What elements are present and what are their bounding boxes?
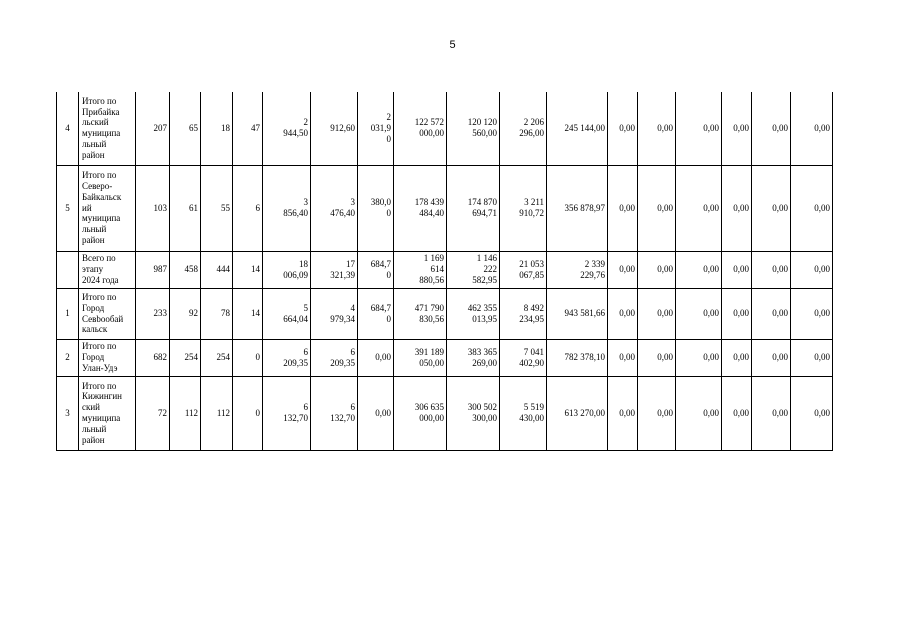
value-cell: 0,00 — [722, 251, 752, 288]
value-cell: 17 321,39 — [311, 251, 358, 288]
value-cell: 78 — [201, 288, 233, 339]
value-cell: 0,00 — [358, 339, 394, 376]
value-cell: 0,00 — [638, 288, 676, 339]
value-cell: 92 — [170, 288, 201, 339]
value-cell: 7 041 402,90 — [500, 339, 547, 376]
value-cell: 0,00 — [638, 165, 676, 251]
value-cell: 8 492 234,95 — [500, 288, 547, 339]
page-number: 5 — [449, 39, 456, 51]
table-body — [57, 92, 833, 450]
value-cell: 21 053 067,85 — [500, 251, 547, 288]
value-cell: 55 — [201, 165, 233, 251]
row-name-cell: Итого по Прибайка льский муниципа льный район — [79, 92, 136, 165]
value-cell: 306 635 000,00 — [394, 376, 447, 450]
value-cell: 18 — [201, 92, 233, 165]
value-cell: 18 006,09 — [263, 251, 311, 288]
value-cell: 458 — [170, 251, 201, 288]
row-name-cell: Итого по Город Улан-Удэ — [79, 339, 136, 376]
value-cell: 0,00 — [676, 251, 722, 288]
value-cell: 254 — [170, 339, 201, 376]
value-cell: 0,00 — [752, 251, 791, 288]
value-cell: 0,00 — [676, 339, 722, 376]
value-cell: 380,0 0 — [358, 165, 394, 251]
value-cell: 300 502 300,00 — [447, 376, 500, 450]
value-cell: 0,00 — [676, 165, 722, 251]
value-cell: 613 270,00 — [547, 376, 608, 450]
table-row — [57, 92, 833, 165]
value-cell: 1 169 614 880,56 — [394, 251, 447, 288]
value-cell: 383 365 269,00 — [447, 339, 500, 376]
value-cell: 2 944,50 — [263, 92, 311, 165]
value-cell: 5 519 430,00 — [500, 376, 547, 450]
value-cell: 0,00 — [676, 92, 722, 165]
value-cell: 72 — [136, 376, 170, 450]
value-cell: 6 — [233, 165, 263, 251]
value-cell: 112 — [170, 376, 201, 450]
value-cell: 444 — [201, 251, 233, 288]
row-index-cell — [57, 251, 79, 288]
value-cell: 0,00 — [608, 92, 638, 165]
value-cell: 3 476,40 — [311, 165, 358, 251]
value-cell: 0,00 — [676, 288, 722, 339]
value-cell: 112 — [201, 376, 233, 450]
value-cell: 65 — [170, 92, 201, 165]
report-table — [56, 92, 833, 451]
table-row — [57, 339, 833, 376]
value-cell: 987 — [136, 251, 170, 288]
value-cell: 0,00 — [791, 288, 833, 339]
value-cell: 6 132,70 — [311, 376, 358, 450]
value-cell: 0,00 — [791, 376, 833, 450]
value-cell: 14 — [233, 288, 263, 339]
value-cell: 943 581,66 — [547, 288, 608, 339]
row-index-cell: 5 — [57, 165, 79, 251]
value-cell: 0 — [233, 339, 263, 376]
value-cell: 0,00 — [608, 376, 638, 450]
value-cell: 233 — [136, 288, 170, 339]
value-cell: 254 — [201, 339, 233, 376]
row-name-cell: Итого по Кижингин ский муниципа льный район — [79, 376, 136, 450]
row-index-cell: 1 — [57, 288, 79, 339]
row-name-cell: Итого по Северо- Байкальск ий муниципа льный район — [79, 165, 136, 251]
value-cell: 245 144,00 — [547, 92, 608, 165]
value-cell: 47 — [233, 92, 263, 165]
value-cell: 0,00 — [752, 339, 791, 376]
value-cell: 0,00 — [638, 251, 676, 288]
value-cell: 174 870 694,71 — [447, 165, 500, 251]
value-cell: 103 — [136, 165, 170, 251]
table-row — [57, 376, 833, 450]
table-row — [57, 251, 833, 288]
value-cell: 462 355 013,95 — [447, 288, 500, 339]
value-cell: 3 856,40 — [263, 165, 311, 251]
value-cell: 682 — [136, 339, 170, 376]
value-cell: 178 439 484,40 — [394, 165, 447, 251]
value-cell: 0,00 — [791, 251, 833, 288]
value-cell: 61 — [170, 165, 201, 251]
value-cell: 471 790 830,56 — [394, 288, 447, 339]
value-cell: 0,00 — [752, 288, 791, 339]
value-cell: 0,00 — [676, 376, 722, 450]
value-cell: 684,7 0 — [358, 251, 394, 288]
value-cell: 2 206 296,00 — [500, 92, 547, 165]
value-cell: 120 120 560,00 — [447, 92, 500, 165]
value-cell: 1 146 222 582,95 — [447, 251, 500, 288]
value-cell: 0,00 — [608, 251, 638, 288]
value-cell: 684,7 0 — [358, 288, 394, 339]
value-cell: 0,00 — [358, 376, 394, 450]
value-cell: 0,00 — [638, 376, 676, 450]
value-cell: 356 878,97 — [547, 165, 608, 251]
value-cell: 6 209,35 — [263, 339, 311, 376]
value-cell: 0,00 — [722, 339, 752, 376]
value-cell: 0 — [233, 376, 263, 450]
value-cell: 0,00 — [752, 165, 791, 251]
value-cell: 3 211 910,72 — [500, 165, 547, 251]
value-cell: 0,00 — [722, 92, 752, 165]
value-cell: 0,00 — [791, 92, 833, 165]
value-cell: 122 572 000,00 — [394, 92, 447, 165]
value-cell: 391 189 050,00 — [394, 339, 447, 376]
row-name-cell: Итого по Город Севbooбай кальск — [79, 288, 136, 339]
value-cell: 0,00 — [638, 92, 676, 165]
value-cell: 4 979,34 — [311, 288, 358, 339]
value-cell: 5 664,04 — [263, 288, 311, 339]
value-cell: 2 339 229,76 — [547, 251, 608, 288]
value-cell: 0,00 — [608, 165, 638, 251]
value-cell: 0,00 — [608, 288, 638, 339]
value-cell: 2 031,9 0 — [358, 92, 394, 165]
value-cell: 0,00 — [791, 339, 833, 376]
value-cell: 0,00 — [638, 339, 676, 376]
value-cell: 0,00 — [791, 165, 833, 251]
value-cell: 6 132,70 — [263, 376, 311, 450]
value-cell: 0,00 — [722, 288, 752, 339]
value-cell: 14 — [233, 251, 263, 288]
value-cell: 912,60 — [311, 92, 358, 165]
row-name-cell: Всего по этапу 2024 года — [79, 251, 136, 288]
value-cell: 782 378,10 — [547, 339, 608, 376]
value-cell: 207 — [136, 92, 170, 165]
table-row — [57, 288, 833, 339]
value-cell: 0,00 — [752, 376, 791, 450]
row-index-cell: 3 — [57, 376, 79, 450]
value-cell: 6 209,35 — [311, 339, 358, 376]
table-row — [57, 165, 833, 251]
value-cell: 0,00 — [752, 92, 791, 165]
row-index-cell: 2 — [57, 339, 79, 376]
value-cell: 0,00 — [608, 339, 638, 376]
value-cell: 0,00 — [722, 165, 752, 251]
value-cell: 0,00 — [722, 376, 752, 450]
row-index-cell: 4 — [57, 92, 79, 165]
